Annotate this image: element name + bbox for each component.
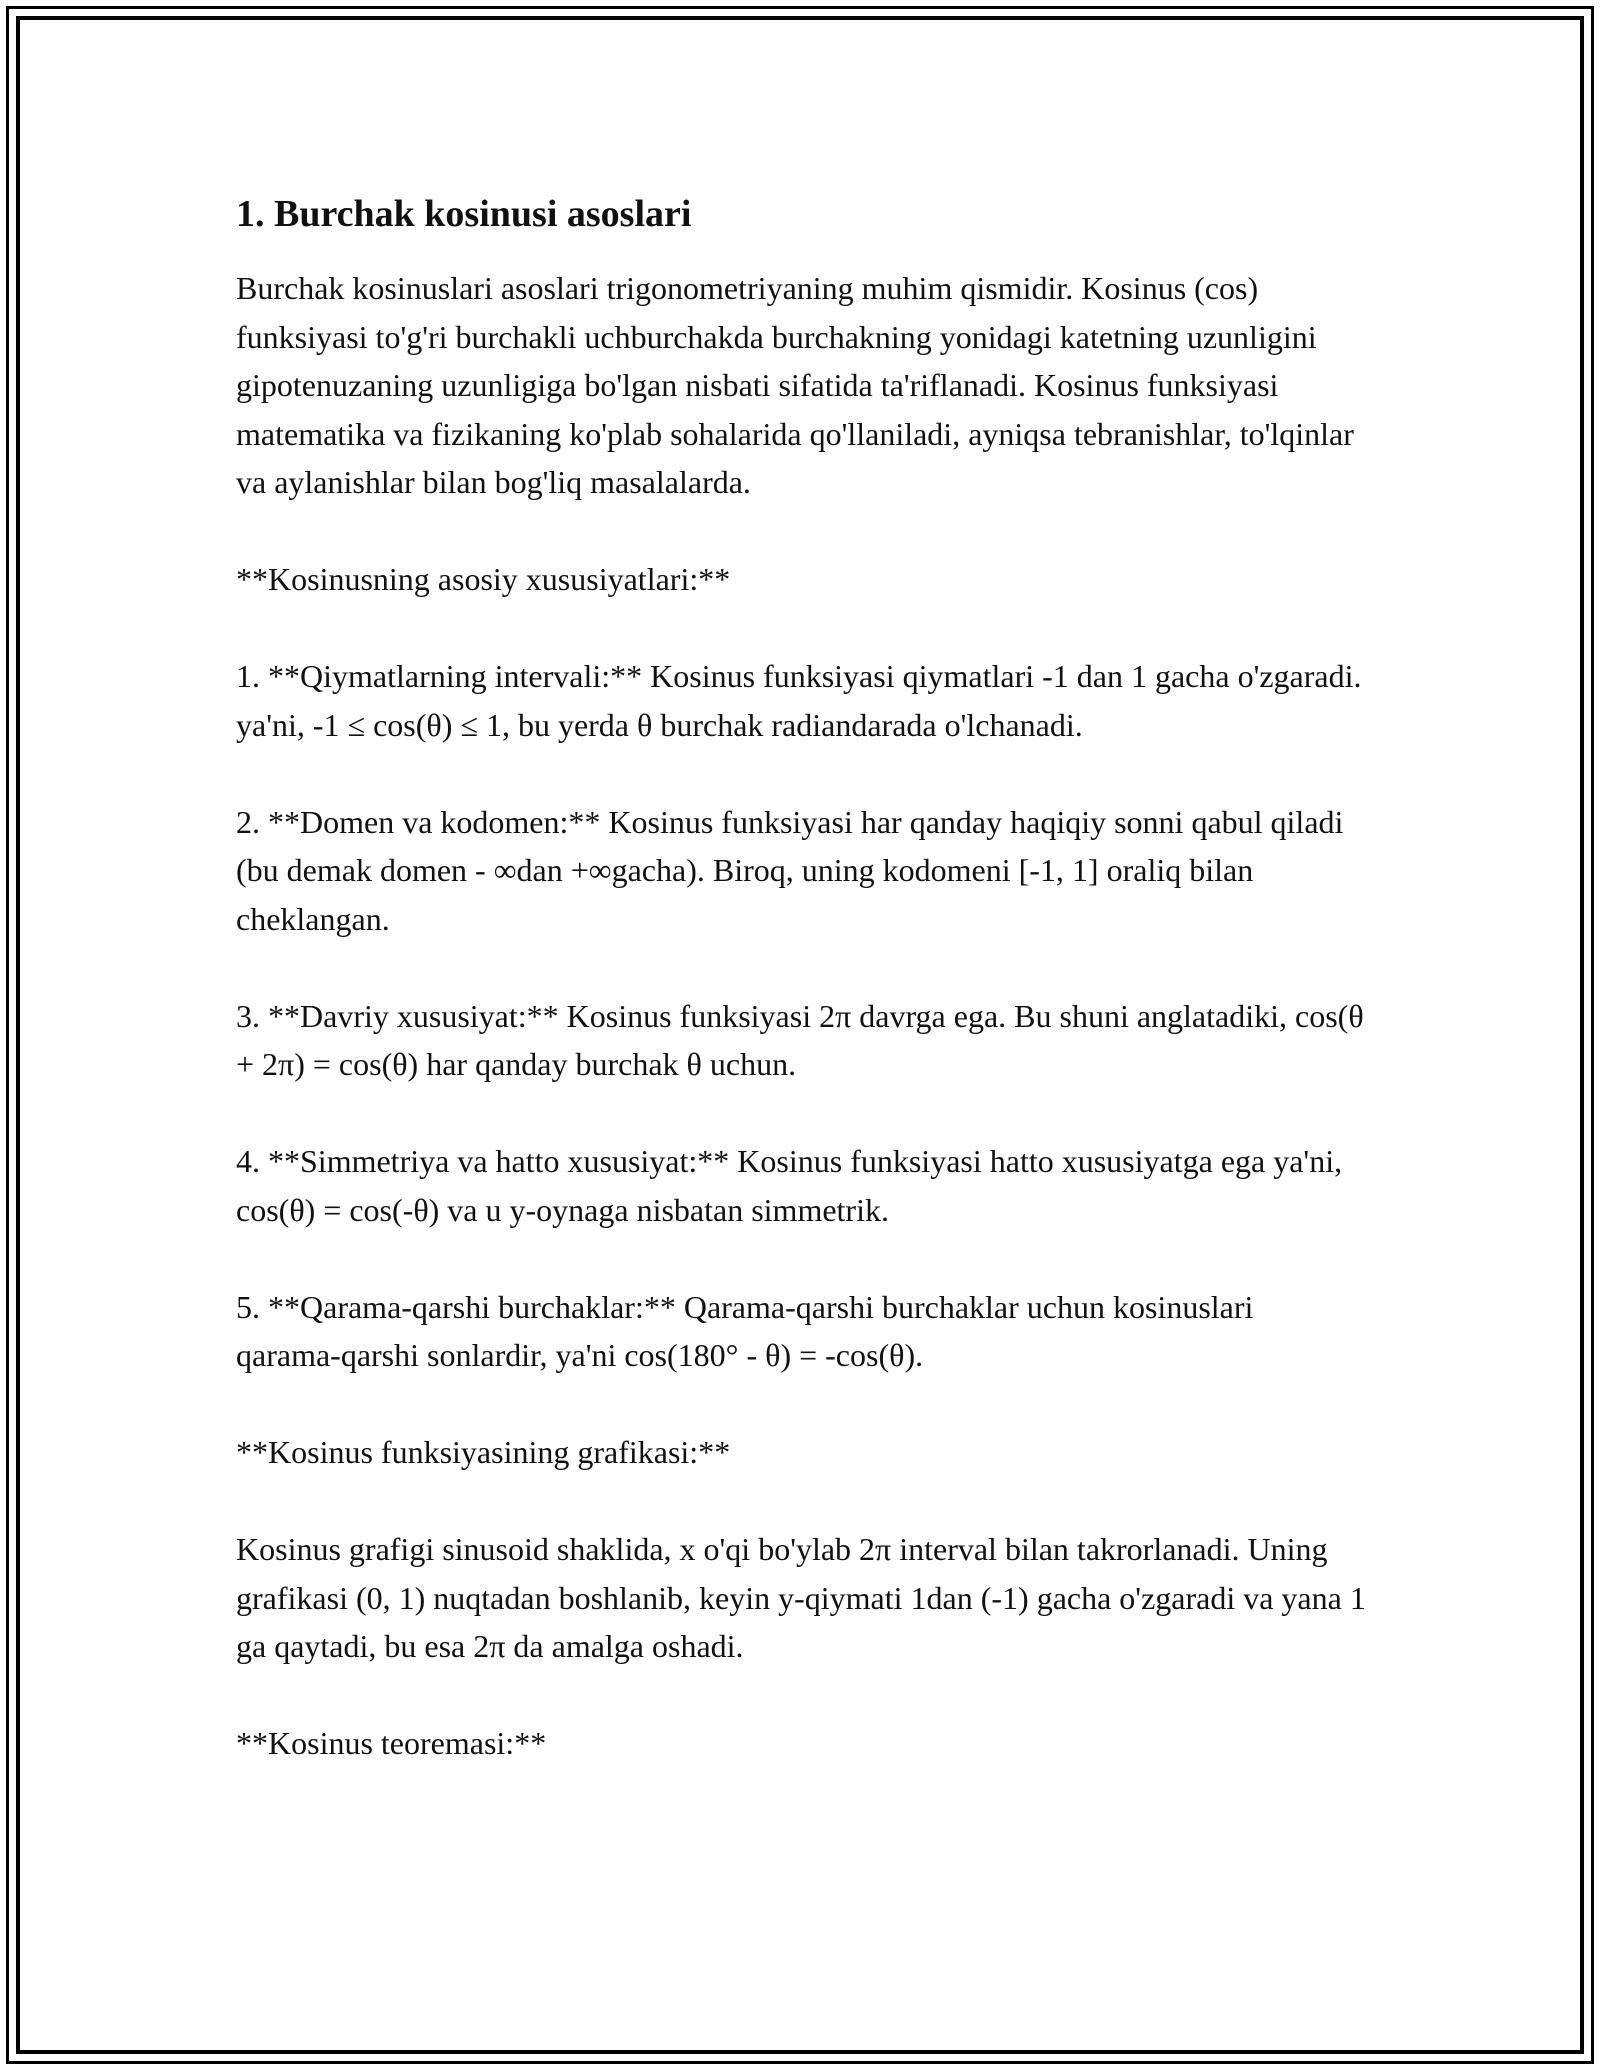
document-body [236, 186, 1366, 1768]
theorem-heading: **Kosinus teoremasi:** [236, 1725, 547, 1761]
property-item-range: 1. **Qiymatlarning intervali:** Kosinus funksiyasi qiymatlari -1 dan 1 gacha o'zgaradi. ya'ni, -1 ≤ cos(θ) ≤ 1, bu yerda θ burchak radiandarada o'lchanadi. [236, 658, 1362, 743]
property-item-periodic: 3. **Davriy xususiyat:** Kosinus funksiyasi 2π davrga ega. Bu shuni anglatadiki, cos(θ + 2π) = cos(θ) har qanday burchak θ uchun. [236, 997, 1364, 1082]
graph-heading: **Kosinus funksiyasining grafikasi:** [236, 1434, 731, 1470]
properties-heading: **Kosinusning asosiy xususiyatlari:** [236, 561, 731, 597]
property-item-symmetry: 4. **Simmetriya va hatto xususiyat:** Kosinus funksiyasi hatto xususiyatga ega ya'ni, cos(θ) = cos(-θ) va u y-oynaga nisbatan simmetrik. [236, 1143, 1343, 1228]
intro-paragraph: Burchak kosinuslari asoslari trigonometriyaning muhim qismidir. Kosinus (cos) funksiyasi to'g'ri burchakli uchburchakda burchakning yonidagi katetning uzunligini gipotenuzaning uzunligiga bo'lgan nisbati sifatida ta'riflanadi. Kosinus funksiyasi matematika va fizikaning ko'plab sohalarida qo'llaniladi, ayniqsa tebranishlar, to'lqinlar va aylanishlar bilan bog'liq masalalarda. [236, 270, 1354, 500]
property-item-domain: 2. **Domen va kodomen:** Kosinus funksiyasi har qanday haqiqiy sonni qabul qiladi (bu demak domen - ∞dan +∞gacha). Biroq, uning kodomeni [-1, 1] oraliq bilan cheklangan. [236, 803, 1344, 937]
graph-paragraph: Kosinus grafigi sinusoid shaklida, x o'qi bo'ylab 2π interval bilan takrorlanadi. Uning grafikasi (0, 1) nuqtadan boshlanib, keyin y-qiymati 1dan (-1) gacha o'zgaradi va yana 1 ga qaytadi, bu esa 2π da amalga oshadi. [236, 1531, 1366, 1664]
property-item-opposite-angles: 5. **Qarama-qarshi burchaklar:** Qarama-qarshi burchaklar uchun kosinuslari qarama-qarshi sonlardir, ya'ni cos(180° - θ) = -cos(θ). [236, 1288, 1254, 1373]
section-title: 1. Burchak kosinusi asoslari [236, 193, 692, 235]
